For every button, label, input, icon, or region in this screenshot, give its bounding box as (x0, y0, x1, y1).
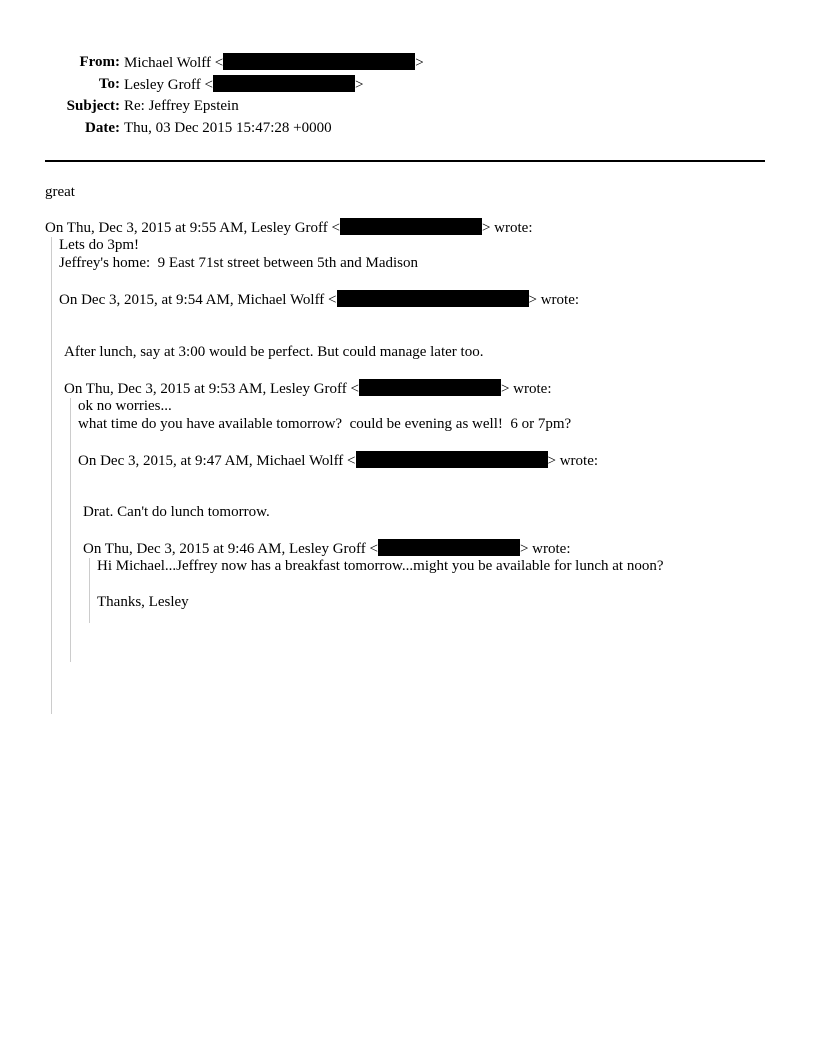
redaction-box (340, 218, 482, 235)
quote-line: Jeffrey's home: 9 East 71st street between 5th and Madison (59, 255, 419, 271)
quote-bar (51, 237, 52, 714)
quote-line: Drat. Can't do lunch tomorrow. (83, 504, 270, 520)
redaction-box (223, 53, 415, 70)
date-label: Date: (85, 120, 120, 136)
attribution-text: On Dec 3, 2015, at 9:54 AM, Michael Wolff < (59, 292, 337, 308)
date-value: Thu, 03 Dec 2015 15:47:28 +0000 (124, 120, 332, 136)
quote-attribution (45, 218, 532, 237)
reply-text: great (45, 184, 75, 200)
quote-attribution (78, 451, 598, 470)
to-label: To: (98, 76, 120, 92)
quote-line: After lunch, say at 3:00 would be perfect. But could manage later too. (64, 344, 484, 360)
redaction-box (213, 75, 355, 92)
quote-line: what time do you have available tomorrow? could be evening as well! 6 or 7pm? (78, 416, 572, 432)
subject-label: Subject: (66, 98, 120, 114)
redaction-box (378, 539, 520, 556)
quote-line: Lets do 3pm! (59, 237, 139, 253)
redaction-box (356, 451, 548, 468)
header-divider (45, 160, 765, 162)
quote-attribution (64, 379, 551, 398)
quote-attribution (83, 539, 570, 558)
quote-line: Thanks, Lesley (97, 594, 189, 610)
attribution-text: > wrote: (500, 381, 552, 397)
attribution-text: > wrote: (519, 541, 571, 557)
to-name: Lesley Groff < (124, 77, 213, 93)
redaction-box (359, 379, 501, 396)
attribution-text: On Thu, Dec 3, 2015 at 9:46 AM, Lesley Groff < (83, 541, 378, 557)
attribution-text: On Dec 3, 2015, at 9:47 AM, Michael Wolff < (78, 453, 356, 469)
quote-line: ok no worries... (78, 398, 172, 414)
quote-attribution (59, 290, 579, 309)
from-name: Michael Wolff < (124, 55, 224, 71)
to-close: > (355, 77, 364, 93)
quote-bar (89, 558, 90, 623)
redaction-box (337, 290, 529, 307)
attribution-text: > wrote: (528, 292, 580, 308)
from-value (124, 53, 424, 72)
from-close: > (415, 55, 424, 71)
attribution-text: On Thu, Dec 3, 2015 at 9:55 AM, Lesley Groff < (45, 220, 340, 236)
quote-bar (70, 398, 71, 662)
quote-line: Hi Michael...Jeffrey now has a breakfast tomorrow...might you be available for lunch at noon? (97, 558, 664, 574)
from-label: From: (79, 54, 120, 70)
attribution-text: > wrote: (547, 453, 599, 469)
attribution-text: > wrote: (481, 220, 533, 236)
to-value (124, 75, 363, 94)
attribution-text: On Thu, Dec 3, 2015 at 9:53 AM, Lesley Groff < (64, 381, 359, 397)
subject-value: Re: Jeffrey Epstein (124, 98, 239, 114)
